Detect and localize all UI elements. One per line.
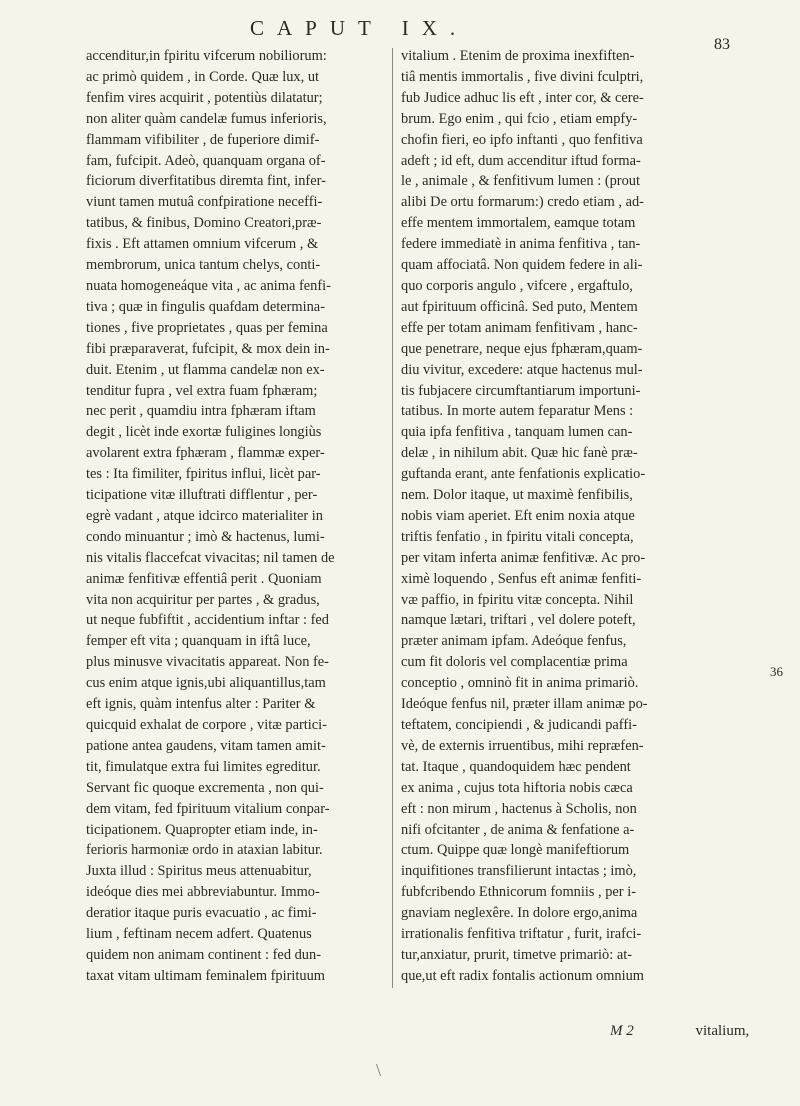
text-line: tat. Itaque , quandoquidem hæc pendent — [401, 758, 631, 775]
text-line: eft : non mirum , hactenus à Scholis, non — [401, 800, 637, 817]
text-line: flammam vifibiliter , de fuperiore dimif- — [86, 131, 320, 148]
text-line: gnaviam neglexêre. In dolore ergo,anima — [401, 905, 638, 922]
text-line: condo minuantur ; imò & hactenus, lumi- — [86, 528, 325, 545]
text-line: nuata homogeneáque vita , ac anima fenfi- — [86, 277, 331, 294]
text-line: ferioris harmoniæ ordo in ataxian labitur. — [86, 842, 323, 859]
text-line: egrè vadant , atque idcirco materialiter in — [86, 507, 323, 524]
text-line: degit , licèt inde exortæ fuligines longiùs — [86, 424, 322, 441]
text-line: duit. Etenim , ut flamma candelæ non ex- — [86, 361, 325, 378]
text-line: quicquid exhalat de corpore , vitæ partici- — [86, 717, 327, 733]
text-line: cum fit doloris vel complacentiæ prima — [401, 654, 628, 671]
signature-line — [610, 1023, 749, 1040]
text-line: federe immediatè in anima fenfitiva , tan- — [401, 236, 641, 253]
signature-mark: M 2 — [610, 1023, 634, 1039]
text-line: non aliter quàm candelæ fumus inferioris, — [86, 110, 327, 127]
text-line: fam, fufcipit. Adeò, quanquam organa of- — [86, 152, 326, 169]
text-line: diu vivitur, excedere: atque hactenus mul- — [401, 361, 643, 378]
text-line: viunt tamen mutuâ confpiratione neceffi- — [86, 194, 323, 211]
right-text-column — [401, 46, 731, 987]
text-line: tiones , five proprietates , quas per femina — [86, 319, 328, 336]
chapter-title: CAPUT IX. — [250, 16, 469, 40]
catchword: vitalium, — [695, 1023, 750, 1039]
text-line: ac primò quidem , in Corde. Quæ lux, ut — [86, 68, 320, 85]
text-line: fubfcribendo Ethnicorum fomniis , per i- — [401, 884, 636, 901]
text-line: tis fubjacere circumftantiarum importuni- — [401, 382, 641, 399]
text-line: quidem non animam continent : fed dun- — [86, 946, 321, 963]
page-number: 83 — [714, 36, 730, 53]
text-line: que,ut eft radix fontalis actionum omnium — [401, 967, 644, 984]
text-line: namque lætari, triftari , vel dolere poteft, — [401, 612, 636, 629]
text-line: que penetrare, neque ejus fphæram,quam- — [401, 340, 643, 357]
text-line: tes : Ita fimiliter, fpiritus influi, licèt par- — [86, 466, 321, 483]
text-line: triftis fenfatio , in fpiritu vitali concepta, — [401, 528, 634, 545]
text-line: dem vitam, fed fpirituum vitalium conpar- — [86, 800, 330, 817]
column-divider — [392, 48, 393, 988]
running-header — [250, 16, 770, 53]
text-line: præter animam ipfam. Adeóque fenfus, — [401, 633, 627, 650]
text-line: ficiorum diverfitatibus diremta fint, infer- — [86, 173, 326, 190]
text-line: brum. Ego enim , qui fcio , etiam empfy- — [401, 110, 638, 127]
text-line: eft ignis, quàm intenfus alter : Pariter & — [86, 696, 316, 713]
text-line: deratior itaque puris evacuatio , ac fimi- — [86, 905, 317, 922]
text-line: fub Judice adhuc lis eft , inter cor, & cere- — [401, 89, 644, 106]
text-line: femper eft vita ; quanquam in iftâ luce, — [86, 633, 311, 650]
text-line: lium , feftinam necem adfert. Quatenus — [86, 926, 312, 943]
text-line: patione antea gaudens, vitam tamen amit- — [86, 737, 326, 754]
text-line: ex anima , cujus tota hiftoria nobis cæca — [401, 779, 633, 796]
text-line: avolarent extra fphæram , flammæ exper- — [86, 445, 325, 462]
text-line: plus minusve vivacitatis appareat. Non fe- — [86, 654, 329, 671]
stray-mark: \ — [376, 1060, 382, 1080]
text-line: tit, fimulatque extra fui limites egreditur. — [86, 758, 321, 775]
text-line: quam affociatâ. Non quidem federe in ali- — [401, 257, 643, 274]
text-line: quo corporis angulo , vifcere , ergaftulo, — [401, 277, 633, 294]
text-line: irrationalis fenfitiva triftatur , furit, irafci- — [401, 926, 642, 943]
margin-note: 36 — [770, 664, 783, 679]
text-line: alibi De ortu formarum:) credo etiam , ad- — [401, 194, 644, 211]
text-line: guftanda erant, ante fenfationis explicatio- — [401, 466, 646, 483]
left-text-column — [86, 46, 386, 987]
text-line: Ideóque fenfus nil, præter illam animæ po- — [401, 696, 648, 713]
text-line: conceptio , omninò fit in anima primariò. — [401, 675, 639, 692]
text-line: effe per totam animam fenfitivam , hanc- — [401, 319, 638, 336]
text-line: ideóque dies mei abbreviabuntur. Immo- — [86, 884, 320, 901]
text-line: ctum. Quippe quæ longè manifeftiorum — [401, 842, 630, 859]
text-line: tiva ; quæ in fingulis quafdam determina- — [86, 298, 325, 315]
text-line: teftatem, concipiendi , & judicandi paffi- — [401, 717, 637, 733]
text-line: quia ipfa fenfitiva , tanquam lumen can- — [401, 424, 633, 441]
text-line: aut fpirituum officinâ. Sed puto, Mentem — [401, 298, 638, 315]
text-line: membrorum, unica tantum chelys, conti- — [86, 257, 321, 274]
text-line: fixis . Eft attamen omnium vifcerum , & — [86, 236, 319, 253]
text-line: tenditur fupra , vel extra fuam fphæram; — [86, 382, 318, 399]
text-line: nifi ofcitanter , de anima & fenfatione a- — [401, 821, 635, 838]
text-line: fenfim vires acquirit , potentiùs dilatatur; — [86, 89, 323, 106]
text-line: cus enim atque ignis,ubi aliquantillus,tam — [86, 675, 326, 692]
text-line: tatibus. In morte autem feparatur Mens : — [401, 403, 634, 420]
text-line: effe mentem immortalem, eamque totam — [401, 215, 636, 232]
text-line: nec perit , quamdiu intra fphæram iftam — [86, 403, 316, 420]
text-line: per vitam inferta animæ fenfitivæ. Ac pro- — [401, 549, 646, 566]
text-line: taxat vitam ultimam feminalem fpirituum — [86, 967, 325, 984]
text-line: animæ fenfitivæ effentiâ perit . Quoniam — [86, 570, 322, 587]
text-line: tur,anxiatur, prurit, timetve primariò: at- — [401, 946, 633, 963]
text-line: vita non acquiritur per partes , & gradus, — [86, 591, 320, 608]
text-line: tiâ mentis immortalis , five divini fculptri, — [401, 68, 644, 85]
text-line: inquifitiones transfilierunt intactas ; imò, — [401, 863, 637, 880]
text-line: fibi præparaverat, fufcipit, & mox dein in- — [86, 340, 330, 357]
text-line: vitalium . Etenim de proxima inexfiften- — [401, 48, 635, 64]
text-line: væ paffio, in fpiritu vitæ concepta. Nihil — [401, 591, 634, 608]
text-line: tatibus, & finibus, Domino Creatori,præ- — [86, 215, 322, 232]
text-line: vè, de externis irruentibus, mihi repræfen- — [401, 737, 644, 754]
text-line: le , animale , & fenfitivum lumen : (prout — [401, 173, 640, 190]
text-line: ticipatione vitæ illuftrati difflentur , per- — [86, 487, 318, 504]
text-line: ut neque fubfiftit , accidentium inftar : fed — [86, 612, 329, 629]
text-line: ximè loquendo , Senfus eft animæ fenfiti- — [401, 570, 642, 587]
text-line: accenditur,in fpiritu vifcerum nobiliorum: — [86, 48, 327, 64]
text-line: nobis viam aperiet. Eft enim noxia atque — [401, 507, 635, 524]
text-line: Juxta illud : Spiritus meus attenuabitur, — [86, 863, 312, 880]
text-line: Servant fic quoque excrementa , non qui- — [86, 779, 324, 796]
text-line: nem. Dolor itaque, ut maximè fenfibilis, — [401, 487, 633, 504]
text-line: adeft ; id eft, dum accenditur iftud forma- — [401, 152, 641, 169]
text-line: ticipationem. Quapropter etiam inde, in- — [86, 821, 318, 838]
text-line: delæ , in nihilum abit. Quæ hic fanè præ- — [401, 445, 638, 462]
text-line: nis vitalis flaccefcat vivacitas; nil tamen de — [86, 549, 335, 566]
text-line: chofin fieri, eo ipfo inftanti , quo fenfitiva — [401, 131, 643, 148]
